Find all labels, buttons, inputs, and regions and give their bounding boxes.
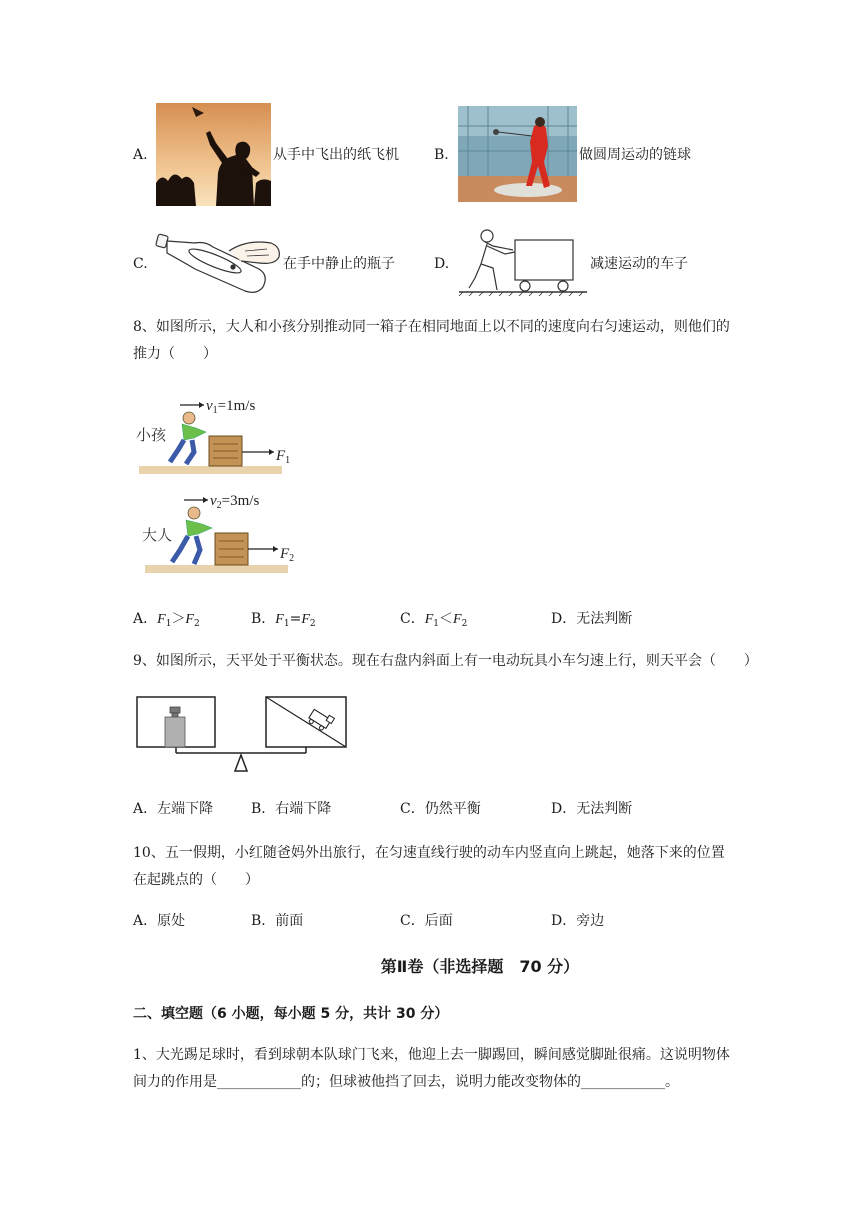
q8-option-a[interactable] xyxy=(133,609,200,634)
f-symbol: F xyxy=(157,612,166,627)
svg-text:F1 xyxy=(275,448,290,466)
fill-q1-blank-2[interactable]: ____________ xyxy=(581,1074,665,1090)
f-subscript: 1 xyxy=(283,619,290,629)
f2-symbol: F xyxy=(280,546,290,562)
comparison-operator: = xyxy=(289,611,302,627)
q10-option-c-text: 后面 xyxy=(424,913,453,929)
f-symbol: F xyxy=(301,612,310,627)
v2-value: =3m/s xyxy=(221,493,260,509)
option-c-caption: 在手中静止的瓶子 xyxy=(283,256,395,272)
q9-option-c[interactable] xyxy=(400,799,481,819)
q10-option-a[interactable] xyxy=(133,911,185,931)
person-pushing-cart-drawing xyxy=(457,224,588,296)
q8-stem xyxy=(133,314,813,368)
f-symbol: F xyxy=(275,612,284,627)
section2-heading: 二、填空题（6 小题，每小题 5 分，共计 30 分） xyxy=(133,1006,449,1022)
q9-option-b-letter: B． xyxy=(251,801,276,817)
fill-q1-text-b: 的；但球被他挡了回去，说明力能改变物体的 xyxy=(301,1074,581,1090)
v2-subscript: 2 xyxy=(216,500,222,511)
svg-text:v2=3m/s xyxy=(210,493,259,511)
fill-q1-line1: 1、大光踢足球时，看到球朝本队球门飞来，他迎上去一脚踢回，瞬间感觉脚趾很痛。这说明物体 xyxy=(133,1047,730,1063)
f-symbol: F xyxy=(185,612,194,627)
option-b-letter: B. xyxy=(434,147,449,163)
q8-stem-line1: 8、如图所示，大人和小孩分别推动同一箱子在相同地面上以不同的速度向右匀速运动，则他们的 xyxy=(133,319,730,335)
q9-option-b-text: 右端下降 xyxy=(275,801,332,817)
svg-text:F2 xyxy=(279,546,294,564)
q9-option-a-text: 左端下降 xyxy=(157,801,214,817)
q10-option-b-text: 前面 xyxy=(275,913,304,929)
v1-value: =1m/s xyxy=(217,398,256,414)
q8-option-b[interactable] xyxy=(251,609,316,634)
q10-option-d-letter: D． xyxy=(551,913,577,929)
child-label: 小孩 xyxy=(136,426,167,444)
f1-symbol: F xyxy=(276,448,286,464)
q10-option-c[interactable] xyxy=(400,911,453,931)
f-symbol: F xyxy=(453,612,462,627)
f2-subscript: 2 xyxy=(289,553,295,564)
f-symbol: F xyxy=(424,612,434,627)
q10-stem-line2: 在起跳点的（ ） xyxy=(133,872,259,888)
fill-q1-text-a: 间力的作用是 xyxy=(133,1074,217,1090)
option-b-caption: 做圆周运动的链球 xyxy=(579,147,691,163)
q8-option-a-letter: A． xyxy=(133,611,158,627)
comparison-operator: ＞ xyxy=(171,611,186,627)
q8-option-c[interactable] xyxy=(400,609,467,634)
q9-option-a-letter: A． xyxy=(133,801,158,817)
q10-stem-line1: 10、五一假期，小红随爸妈外出旅行，在匀速直线行驶的动车内竖直向上跳起，她落下来的位置 xyxy=(133,845,725,861)
option-d-letter: D. xyxy=(434,256,450,272)
q9-option-d-letter: D． xyxy=(551,801,577,817)
svg-text:v1=1m/s xyxy=(206,398,255,416)
balance-scale-figure xyxy=(136,695,350,775)
q10-option-a-letter: A． xyxy=(133,913,158,929)
fill-question-1 xyxy=(133,1042,823,1096)
f-subscript: 2 xyxy=(461,619,468,629)
f-subscript: 2 xyxy=(193,619,200,629)
f1-subscript: 1 xyxy=(285,455,291,466)
q8-option-d[interactable] xyxy=(551,609,632,629)
q8-stem-line2: 推力（ ） xyxy=(133,346,217,362)
q9-option-b[interactable] xyxy=(251,799,331,819)
option-c-letter: C. xyxy=(133,256,148,272)
fill-q1-text-c: 。 xyxy=(665,1074,679,1090)
q9-option-d-text: 无法判断 xyxy=(576,801,633,817)
option-a-letter: A. xyxy=(133,147,148,163)
comparison-operator: ＜ xyxy=(439,611,454,627)
q9-stem: 9、如图所示，天平处于平衡状态。现在右盘内斜面上有一电动玩具小车匀速上行，则天平会（ ） xyxy=(133,653,758,669)
paper-plane-photo xyxy=(156,103,271,206)
q9-option-c-letter: C． xyxy=(400,801,425,817)
part2-heading: 第Ⅱ卷（非选择题 70 分） xyxy=(380,957,580,976)
q10-option-c-letter: C． xyxy=(400,913,425,929)
f-subscript: 2 xyxy=(309,619,316,629)
q10-option-a-text: 原处 xyxy=(157,913,186,929)
q10-stem xyxy=(133,840,813,894)
q9-option-a[interactable] xyxy=(133,799,213,819)
v1-symbol: v xyxy=(206,398,213,414)
fill-q1-blank-1[interactable]: ____________ xyxy=(217,1074,301,1090)
q10-option-b[interactable] xyxy=(251,911,303,931)
bottle-in-hand-drawing xyxy=(155,229,281,296)
v2-symbol: v xyxy=(210,493,217,509)
q10-option-d-text: 旁边 xyxy=(576,913,605,929)
q10-option-d[interactable] xyxy=(551,911,604,931)
f-subscript: 1 xyxy=(165,619,172,629)
q8-option-c-letter: C． xyxy=(400,611,425,627)
adult-label: 大人 xyxy=(142,526,173,544)
option-a-caption: 从手中飞出的纸飞机 xyxy=(273,147,399,163)
option-d-caption: 减速运动的车子 xyxy=(590,256,688,272)
v1-subscript: 1 xyxy=(212,405,218,416)
f-subscript: 1 xyxy=(433,619,440,629)
q9-option-d[interactable] xyxy=(551,799,632,819)
q10-option-b-letter: B． xyxy=(251,913,276,929)
q8-option-d-letter: D． xyxy=(551,611,577,627)
q8-option-d-text: 无法判断 xyxy=(576,611,633,627)
q9-option-c-text: 仍然平衡 xyxy=(424,801,481,817)
hammer-throw-photo xyxy=(458,106,577,202)
q8-option-b-letter: B． xyxy=(251,611,276,627)
q8-figure xyxy=(136,388,296,583)
